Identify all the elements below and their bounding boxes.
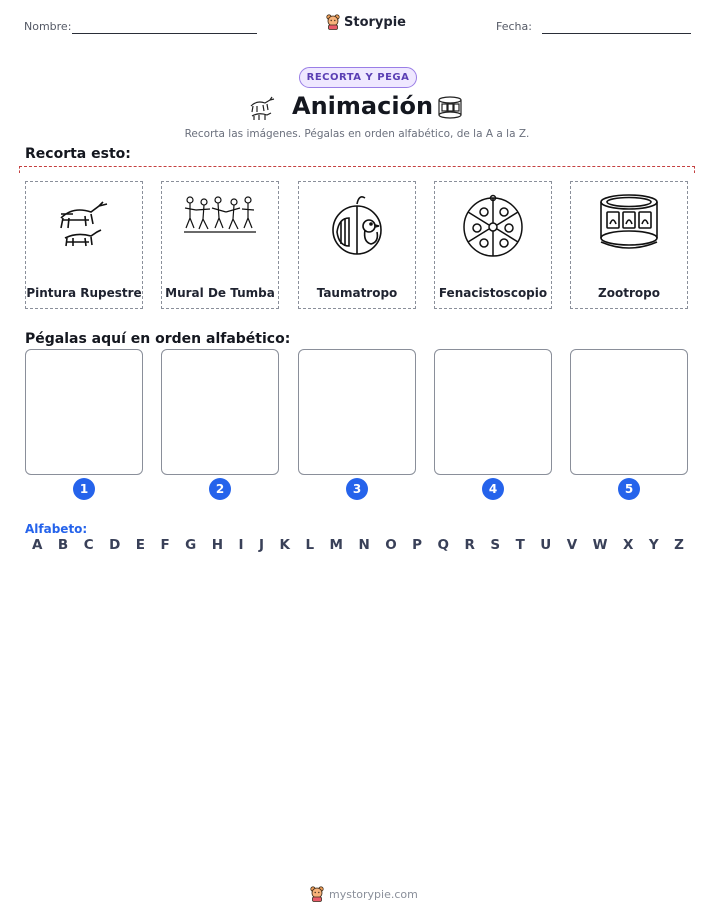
- slot-number-badge: 5: [618, 478, 640, 500]
- name-label: Nombre:: [24, 20, 72, 33]
- bear-mascot-icon: [310, 886, 324, 902]
- alphabet-letter: F: [160, 537, 170, 553]
- page-title: Animación: [292, 92, 434, 120]
- cave-painting-icon: [53, 192, 115, 254]
- cutout-card-phenakistoscope[interactable]: [434, 181, 552, 309]
- alphabet-letter: E: [135, 537, 145, 553]
- alphabet-letter: U: [540, 537, 552, 553]
- alphabet-letter: H: [211, 537, 224, 553]
- cut-line: [19, 166, 695, 173]
- zoetrope-icon: [597, 192, 661, 252]
- paste-slot-5[interactable]: [570, 349, 688, 475]
- alphabet-letter: V: [566, 537, 578, 553]
- cutout-card-cave-painting[interactable]: [25, 181, 143, 309]
- card-label: Mural De Tumba: [165, 286, 275, 300]
- cutout-card-zoetrope[interactable]: [570, 181, 688, 309]
- alphabet-letter: N: [358, 537, 370, 553]
- alphabet-letter: T: [515, 537, 525, 553]
- slot-number-badge: 2: [209, 478, 231, 500]
- paste-slot-4[interactable]: [434, 349, 552, 475]
- alphabet-letter: K: [279, 537, 290, 553]
- cutout-card-thaumatrope[interactable]: [298, 181, 416, 309]
- alphabet-letter: C: [83, 537, 94, 553]
- alphabet-letter: L: [305, 537, 315, 553]
- tomb-mural-icon: [182, 192, 258, 242]
- phenakistoscope-icon: [460, 192, 526, 258]
- alphabet-letter: O: [385, 537, 397, 553]
- alphabet-letter: D: [109, 537, 121, 553]
- slot-number-badge: 3: [346, 478, 368, 500]
- footer: [310, 886, 418, 902]
- cave-painting-small-icon: [247, 94, 277, 122]
- alphabet-letter: A: [32, 537, 43, 553]
- paste-slot-1[interactable]: [25, 349, 143, 475]
- date-label: Fecha:: [496, 20, 532, 33]
- alphabet-letter: R: [464, 537, 475, 553]
- card-label: Pintura Rupestre: [26, 286, 142, 300]
- paste-slot-2[interactable]: [161, 349, 279, 475]
- zoetrope-small-icon: [436, 94, 464, 122]
- slot-number-badge: 1: [73, 478, 95, 500]
- alphabet-letter: X: [623, 537, 634, 553]
- cutout-card-tomb-mural[interactable]: [161, 181, 279, 309]
- alphabet-letter: Z: [674, 537, 684, 553]
- slot-number-badge: 4: [482, 478, 504, 500]
- alphabet-title: Alfabeto:: [25, 522, 88, 536]
- alphabet-letter: S: [490, 537, 501, 553]
- thaumatrope-icon: [325, 192, 389, 258]
- bear-mascot-icon: [326, 14, 340, 30]
- brand-logo: [326, 14, 406, 30]
- card-label: Fenacistoscopio: [438, 286, 548, 300]
- paste-slot-3[interactable]: [298, 349, 416, 475]
- date-line[interactable]: [542, 33, 691, 34]
- alphabet-letter: B: [57, 537, 69, 553]
- name-line[interactable]: [72, 33, 257, 34]
- alphabet-letter: P: [412, 537, 423, 553]
- card-label: Taumatropo: [316, 286, 398, 300]
- brand-name: Storypie: [344, 14, 406, 30]
- alphabet-letter: J: [259, 537, 265, 553]
- cut-heading: Recorta esto:: [25, 146, 131, 162]
- footer-site[interactable]: mystorypie.com: [329, 887, 418, 901]
- activity-tag: RECORTA Y PEGA: [299, 67, 417, 88]
- paste-heading: Pégalas aquí en orden alfabético:: [25, 331, 291, 347]
- alphabet-letter: Q: [437, 537, 450, 553]
- alphabet-letter: W: [592, 537, 608, 553]
- instructions: Recorta las imágenes. Pégalas en orden alfabético, de la A a la Z.: [184, 128, 530, 140]
- alphabet-row: [32, 537, 684, 553]
- alphabet-letter: Y: [648, 537, 659, 553]
- alphabet-letter: G: [185, 537, 197, 553]
- alphabet-letter: M: [329, 537, 343, 553]
- alphabet-letter: I: [238, 537, 244, 553]
- card-label: Zootropo: [598, 286, 660, 300]
